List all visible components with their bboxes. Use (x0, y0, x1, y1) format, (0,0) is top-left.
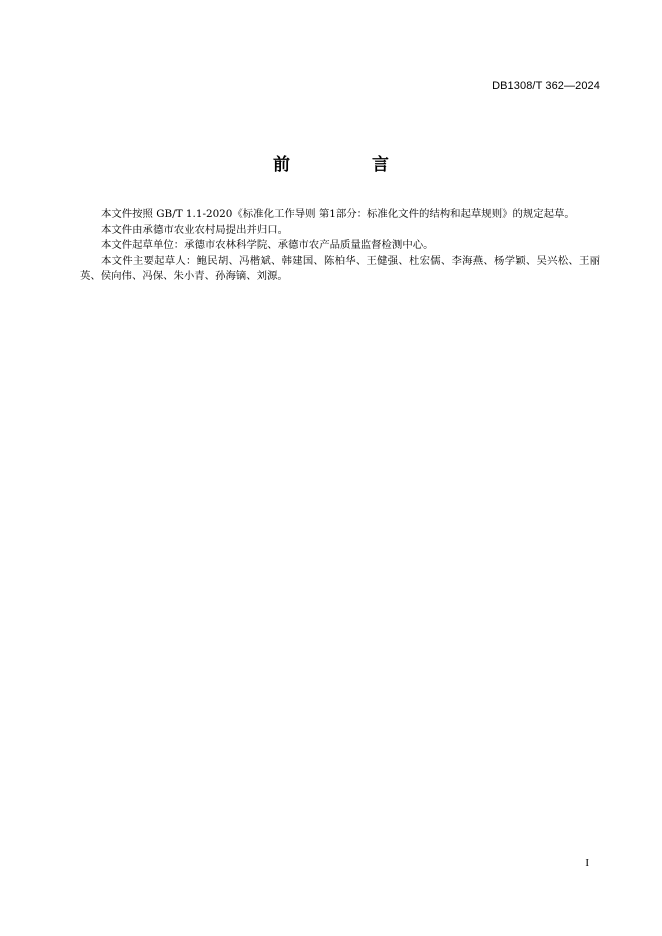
paragraph-standard-basis: 本文件按照 GB/T 1.1-2020《标准化工作导则 第1部分：标准化文件的结构和起草规则》的规定起草。 (101, 208, 575, 220)
document-code: DB1308/T 362—2024 (492, 80, 600, 92)
paragraph-proposer: 本文件由承德市农业农村局提出并归口。 (101, 223, 289, 236)
page-title: 前 言 (273, 155, 427, 175)
page-number: I (585, 857, 589, 869)
paragraph-drafters: 本文件主要起草人：鲍民胡、冯楷斌、韩建国、陈柏华、王健强、杜宏儒、李海燕、杨学颖、吴兴松、王丽英、侯向伟、冯保、朱小青、孙海镝、刘源。 (80, 254, 600, 283)
foreword-body (80, 207, 600, 285)
paragraph-drafting-units: 本文件起草单位：承德市农林科学院、承德市农产品质量监督检测中心。 (101, 239, 434, 252)
